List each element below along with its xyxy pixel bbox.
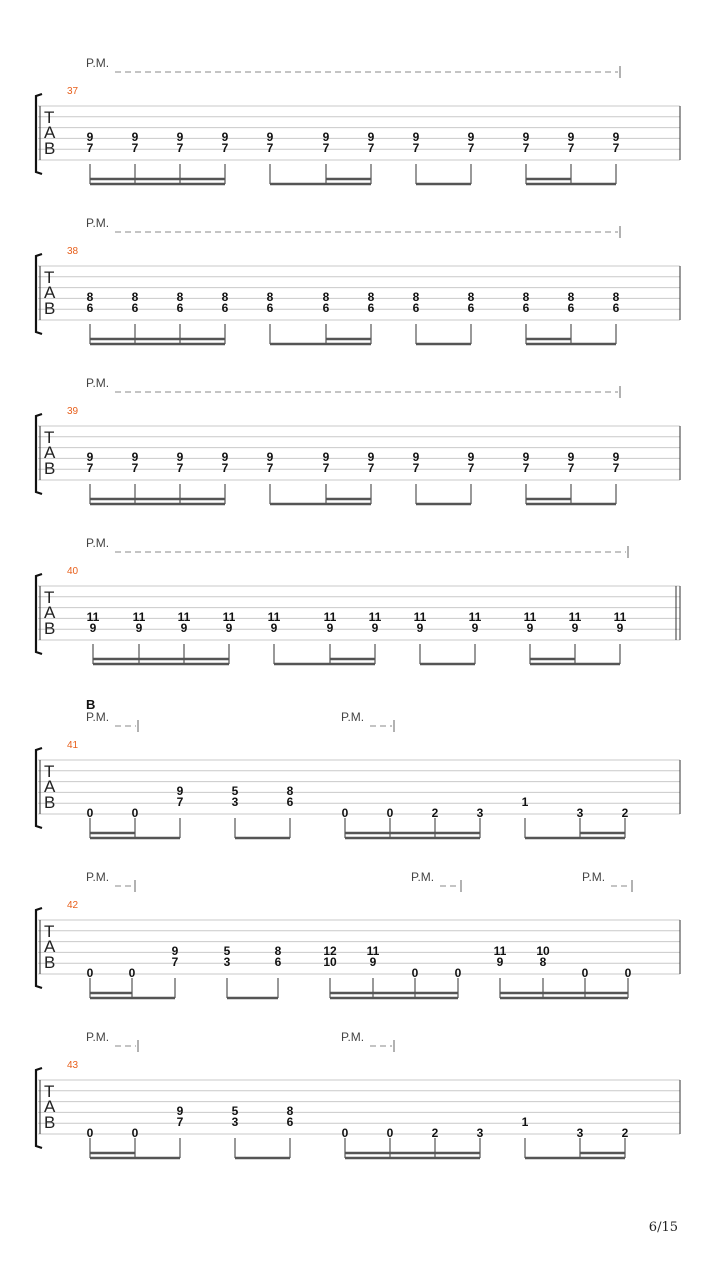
tab-clef-t: T: [44, 268, 55, 287]
fret-number: 9: [135, 621, 143, 635]
fret-number: 6: [286, 795, 294, 809]
measure-number: 41: [67, 740, 79, 751]
fret-number: 9: [467, 130, 475, 144]
fret-number: 7: [176, 795, 184, 809]
fret-number: 6: [612, 301, 620, 315]
fret-number: 9: [180, 621, 188, 635]
fret-number: 11: [267, 610, 281, 624]
tab-clef-b: B: [44, 953, 56, 972]
section-marker: B: [86, 697, 96, 712]
fret-number: 9: [176, 130, 184, 144]
fret-number: 6: [221, 301, 229, 315]
fret-number: 7: [176, 461, 184, 475]
fret-number: 0: [454, 966, 462, 980]
fret-number: 9: [571, 621, 579, 635]
tab-clef-t: T: [44, 428, 55, 447]
fret-number: 9: [412, 450, 420, 464]
fret-number: 11: [468, 610, 482, 624]
fret-number: 8: [322, 290, 330, 304]
palm-mute-label: P.M.: [341, 1030, 365, 1044]
tab-clef-a: A: [44, 443, 56, 462]
fret-number: 2: [621, 1126, 629, 1140]
measure-number: 43: [67, 1060, 79, 1071]
fret-number: 7: [221, 461, 229, 475]
tab-clef-b: B: [44, 139, 56, 158]
fret-number: 6: [567, 301, 575, 315]
fret-number: 7: [467, 461, 475, 475]
fret-number: 9: [270, 621, 278, 635]
fret-number: 7: [412, 461, 420, 475]
fret-number: 10: [323, 955, 337, 969]
tab-clef-t: T: [44, 588, 55, 607]
fret-number: 8: [412, 290, 420, 304]
fret-number: 0: [131, 1126, 139, 1140]
fret-number: 8: [567, 290, 575, 304]
fret-number: 0: [131, 806, 139, 820]
fret-number: 9: [496, 955, 504, 969]
fret-number: 7: [322, 461, 330, 475]
fret-number: 7: [176, 1115, 184, 1129]
fret-number: 9: [225, 621, 233, 635]
fret-number: 6: [467, 301, 475, 315]
fret-number: 6: [412, 301, 420, 315]
fret-number: 11: [222, 610, 236, 624]
fret-number: 7: [266, 141, 274, 155]
fret-number: 0: [86, 966, 94, 980]
fret-number: 2: [431, 806, 439, 820]
fret-number: 12: [323, 944, 337, 958]
fret-number: 7: [266, 461, 274, 475]
fret-number: 9: [522, 450, 530, 464]
fret-number: 7: [567, 461, 575, 475]
fret-number: 7: [86, 461, 94, 475]
fret-number: 6: [266, 301, 274, 315]
fret-number: 6: [286, 1115, 294, 1129]
fret-number: 9: [322, 130, 330, 144]
fret-number: 9: [567, 450, 575, 464]
fret-number: 3: [231, 795, 239, 809]
fret-number: 6: [367, 301, 375, 315]
fret-number: 6: [131, 301, 139, 315]
fret-number: 9: [131, 450, 139, 464]
tab-clef-a: A: [44, 283, 56, 302]
fret-number: 9: [412, 130, 420, 144]
fret-number: 9: [367, 450, 375, 464]
fret-number: 7: [131, 461, 139, 475]
fret-number: 9: [89, 621, 97, 635]
fret-number: 7: [522, 461, 530, 475]
fret-number: 8: [522, 290, 530, 304]
measure-number: 40: [67, 566, 79, 577]
fret-number: 7: [522, 141, 530, 155]
tab-clef-b: B: [44, 619, 56, 638]
measure-number: 37: [67, 86, 79, 97]
tab-clef-t: T: [44, 108, 55, 127]
tab-clef-a: A: [44, 777, 56, 796]
palm-mute-label: P.M.: [582, 870, 606, 884]
fret-number: 7: [86, 141, 94, 155]
fret-number: 8: [612, 290, 620, 304]
fret-number: 7: [412, 141, 420, 155]
palm-mute-label: P.M.: [86, 1030, 110, 1044]
palm-mute-label: P.M.: [86, 376, 110, 390]
fret-number: 9: [371, 621, 379, 635]
fret-number: 3: [576, 1126, 584, 1140]
fret-number: 9: [616, 621, 624, 635]
tab-clef-t: T: [44, 762, 55, 781]
fret-number: 11: [493, 944, 507, 958]
tab-clef-b: B: [44, 299, 56, 318]
fret-number: 11: [366, 944, 380, 958]
fret-number: 7: [171, 955, 179, 969]
fret-number: 11: [523, 610, 537, 624]
fret-number: 0: [624, 966, 632, 980]
fret-number: 9: [266, 130, 274, 144]
fret-number: 8: [467, 290, 475, 304]
fret-number: 8: [286, 784, 294, 798]
fret-number: 9: [612, 450, 620, 464]
fret-number: 9: [326, 621, 334, 635]
fret-number: 2: [431, 1126, 439, 1140]
palm-mute-label: P.M.: [86, 710, 110, 724]
fret-number: 8: [221, 290, 229, 304]
fret-number: 10: [536, 944, 550, 958]
fret-number: 9: [416, 621, 424, 635]
fret-number: 5: [231, 784, 239, 798]
fret-number: 11: [177, 610, 191, 624]
fret-number: 9: [567, 130, 575, 144]
fret-number: 11: [86, 610, 100, 624]
tab-clef-b: B: [44, 793, 56, 812]
fret-number: 9: [86, 130, 94, 144]
measure-number: 42: [67, 900, 79, 911]
fret-number: 6: [322, 301, 330, 315]
fret-number: 9: [171, 944, 179, 958]
fret-number: 3: [576, 806, 584, 820]
fret-number: 8: [266, 290, 274, 304]
fret-number: 11: [613, 610, 627, 624]
fret-number: 7: [221, 141, 229, 155]
fret-number: 9: [176, 1104, 184, 1118]
fret-number: 1: [521, 1115, 529, 1129]
fret-number: 9: [471, 621, 479, 635]
palm-mute-label: P.M.: [86, 870, 110, 884]
fret-number: 7: [176, 141, 184, 155]
palm-mute-label: P.M.: [341, 710, 365, 724]
palm-mute-label: P.M.: [86, 56, 110, 70]
tab-clef-t: T: [44, 922, 55, 941]
fret-number: 0: [128, 966, 136, 980]
fret-number: 6: [86, 301, 94, 315]
tab-clef-a: A: [44, 1097, 56, 1116]
measure-number: 39: [67, 406, 79, 417]
tab-clef-a: A: [44, 123, 56, 142]
fret-number: 11: [132, 610, 146, 624]
fret-number: 0: [411, 966, 419, 980]
fret-number: 9: [266, 450, 274, 464]
tab-clef-b: B: [44, 1113, 56, 1132]
fret-number: 11: [323, 610, 337, 624]
fret-number: 9: [612, 130, 620, 144]
tab-clef-b: B: [44, 459, 56, 478]
fret-number: 0: [86, 1126, 94, 1140]
fret-number: 8: [274, 944, 282, 958]
fret-number: 2: [621, 806, 629, 820]
fret-number: 0: [341, 1126, 349, 1140]
fret-number: 0: [341, 806, 349, 820]
fret-number: 3: [476, 1126, 484, 1140]
fret-number: 9: [221, 130, 229, 144]
fret-number: 8: [539, 955, 547, 969]
fret-number: 7: [367, 461, 375, 475]
fret-number: 9: [526, 621, 534, 635]
fret-number: 5: [231, 1104, 239, 1118]
tab-clef-t: T: [44, 1082, 55, 1101]
fret-number: 8: [286, 1104, 294, 1118]
palm-mute-label: P.M.: [86, 536, 110, 550]
fret-number: 0: [86, 806, 94, 820]
fret-number: 1: [521, 795, 529, 809]
page-number: 6/15: [648, 1220, 678, 1235]
fret-number: 7: [567, 141, 575, 155]
fret-number: 0: [386, 1126, 394, 1140]
fret-number: 8: [367, 290, 375, 304]
palm-mute-label: P.M.: [86, 216, 110, 230]
fret-number: 7: [367, 141, 375, 155]
fret-number: 7: [322, 141, 330, 155]
fret-number: 3: [231, 1115, 239, 1129]
measure-number: 38: [67, 246, 79, 257]
fret-number: 11: [568, 610, 582, 624]
fret-number: 7: [612, 141, 620, 155]
fret-number: 9: [131, 130, 139, 144]
fret-number: 6: [522, 301, 530, 315]
tab-clef-a: A: [44, 603, 56, 622]
fret-number: 0: [386, 806, 394, 820]
fret-number: 8: [86, 290, 94, 304]
fret-number: 6: [176, 301, 184, 315]
fret-number: 9: [86, 450, 94, 464]
fret-number: 11: [368, 610, 382, 624]
tab-clef-a: A: [44, 937, 56, 956]
fret-number: 9: [369, 955, 377, 969]
fret-number: 7: [467, 141, 475, 155]
fret-number: 7: [131, 141, 139, 155]
fret-number: 5: [223, 944, 231, 958]
fret-number: 9: [221, 450, 229, 464]
fret-number: 7: [612, 461, 620, 475]
fret-number: 9: [367, 130, 375, 144]
fret-number: 9: [322, 450, 330, 464]
palm-mute-label: P.M.: [411, 870, 435, 884]
fret-number: 9: [176, 450, 184, 464]
fret-number: 8: [176, 290, 184, 304]
fret-number: 11: [413, 610, 427, 624]
fret-number: 0: [581, 966, 589, 980]
fret-number: 8: [131, 290, 139, 304]
fret-number: 9: [176, 784, 184, 798]
fret-number: 3: [223, 955, 231, 969]
fret-number: 9: [522, 130, 530, 144]
fret-number: 9: [467, 450, 475, 464]
fret-number: 3: [476, 806, 484, 820]
fret-number: 6: [274, 955, 282, 969]
